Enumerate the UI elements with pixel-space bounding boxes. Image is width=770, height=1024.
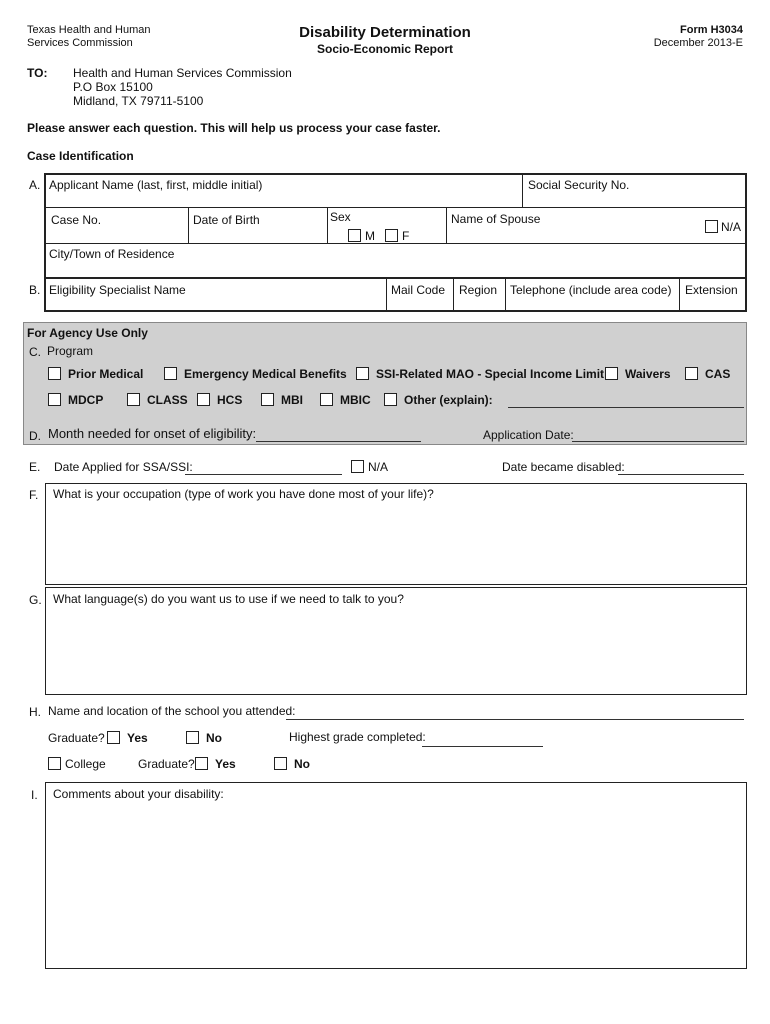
address-line2: P.O Box 15100 [73, 80, 153, 94]
college-graduate-label: Graduate? [138, 757, 195, 771]
emergency-medical-label: Emergency Medical Benefits [184, 367, 347, 381]
date-disabled-line[interactable] [618, 474, 744, 475]
graduate-label: Graduate? [48, 731, 105, 745]
agency-name-line2: Services Commission [27, 37, 133, 49]
letter-g: G. [29, 593, 42, 607]
applicant-name-field[interactable]: Applicant Name (last, first, middle initial) [49, 178, 263, 192]
highest-grade-label: Highest grade completed: [289, 730, 426, 744]
sex-f-label: F [402, 229, 410, 243]
form-title: Disability Determination [299, 24, 471, 41]
case-no-field[interactable]: Case No. [51, 213, 102, 227]
college-graduate-yes-checkbox[interactable] [195, 757, 208, 770]
college-graduate-yes-label: Yes [215, 757, 236, 771]
mbi-checkbox[interactable] [261, 393, 274, 406]
hcs-checkbox[interactable] [197, 393, 210, 406]
letter-c: C. [29, 345, 41, 359]
highest-grade-line[interactable] [422, 746, 543, 747]
waivers-label: Waivers [625, 367, 671, 381]
prior-medical-label: Prior Medical [68, 367, 144, 381]
mbi-label: MBI [281, 393, 303, 407]
form-date: December 2013-E [653, 37, 743, 49]
letter-h: H. [29, 705, 41, 719]
cas-label: CAS [705, 367, 731, 381]
telephone-field[interactable]: Telephone (include area code) [510, 283, 672, 297]
graduate-yes-label: Yes [127, 731, 148, 745]
ssn-field[interactable]: Social Security No. [528, 178, 630, 192]
sex-label: Sex [330, 210, 351, 224]
city-field[interactable]: City/Town of Residence [49, 247, 175, 261]
col-divider [386, 279, 387, 312]
school-line[interactable] [286, 719, 744, 720]
hcs-label: HCS [217, 393, 243, 407]
col-divider [446, 207, 447, 243]
mbic-label: MBIC [340, 393, 371, 407]
college-graduate-no-label: No [294, 757, 310, 771]
col-divider [522, 173, 523, 207]
other-explain-line[interactable] [508, 407, 744, 408]
sex-m-checkbox[interactable] [348, 229, 361, 242]
graduate-yes-checkbox[interactable] [107, 731, 120, 744]
dob-field[interactable]: Date of Birth [193, 213, 260, 227]
cas-checkbox[interactable] [685, 367, 698, 380]
occupation-question: What is your occupation (type of work you have done most of your life)? [53, 487, 434, 501]
spouse-name-field[interactable]: Name of Spouse [451, 212, 541, 226]
college-checkbox[interactable] [48, 757, 61, 770]
col-divider [453, 279, 454, 312]
letter-f: F. [29, 488, 39, 502]
prior-medical-checkbox[interactable] [48, 367, 61, 380]
other-checkbox[interactable] [384, 393, 397, 406]
letter-a: A. [29, 178, 41, 192]
date-applied-label: Date Applied for SSA/SSI: [54, 460, 193, 474]
college-graduate-no-checkbox[interactable] [274, 757, 287, 770]
ssi-related-mao-checkbox[interactable] [356, 367, 369, 380]
sex-f-checkbox[interactable] [385, 229, 398, 242]
col-divider [505, 279, 506, 312]
form-subtitle: Socio-Economic Report [316, 42, 453, 56]
mail-code-field[interactable]: Mail Code [391, 283, 446, 297]
ssi-related-mao-label: SSI-Related MAO - Special Income Limit [376, 367, 605, 381]
region-field[interactable]: Region [459, 283, 498, 297]
row-divider [44, 243, 747, 244]
graduate-no-checkbox[interactable] [186, 731, 199, 744]
mbic-checkbox[interactable] [320, 393, 333, 406]
spouse-na-label: N/A [721, 220, 742, 234]
to-label: TO: [27, 66, 48, 80]
col-divider [188, 207, 189, 243]
date-applied-line[interactable] [185, 474, 342, 475]
comments-textarea[interactable] [45, 782, 747, 969]
other-label: Other (explain): [404, 393, 493, 407]
waivers-checkbox[interactable] [605, 367, 618, 380]
form-number: Form H3034 [680, 24, 743, 36]
emergency-medical-checkbox[interactable] [164, 367, 177, 380]
date-applied-na-label: N/A [368, 460, 389, 474]
class-checkbox[interactable] [127, 393, 140, 406]
address-line1: Health and Human Services Commission [73, 66, 292, 80]
comments-question: Comments about your disability: [53, 787, 224, 801]
application-date-label: Application Date: [483, 428, 574, 442]
address-line3: Midland, TX 79711-5100 [73, 94, 204, 108]
language-question: What language(s) do you want us to use if we need to talk to you? [53, 592, 404, 606]
sex-m-label: M [365, 229, 375, 243]
graduate-no-label: No [206, 731, 222, 745]
mdcp-label: MDCP [68, 393, 104, 407]
col-divider [679, 279, 680, 312]
letter-d: D. [29, 429, 41, 443]
row-divider [44, 207, 747, 208]
month-needed-line[interactable] [256, 441, 421, 442]
date-applied-na-checkbox[interactable] [351, 460, 364, 473]
school-label: Name and location of the school you attended: [48, 704, 296, 718]
application-date-line[interactable] [572, 441, 744, 442]
letter-i: I. [31, 788, 38, 802]
agency-name-line1: Texas Health and Human [27, 24, 151, 36]
letter-b: B. [29, 283, 41, 297]
instructions: Please answer each question. This will help us process your case faster. [27, 121, 441, 135]
agency-use-heading: For Agency Use Only [27, 326, 148, 340]
program-label: Program [47, 344, 94, 358]
college-label: College [65, 757, 106, 771]
extension-field[interactable]: Extension [685, 283, 738, 297]
month-needed-label: Month needed for onset of eligibility: [48, 426, 257, 441]
specialist-name-field[interactable]: Eligibility Specialist Name [49, 283, 186, 297]
mdcp-checkbox[interactable] [48, 393, 61, 406]
spouse-na-checkbox[interactable] [705, 220, 718, 233]
letter-e: E. [29, 460, 41, 474]
case-identification-heading: Case Identification [27, 149, 134, 163]
col-divider [327, 207, 328, 243]
class-label: CLASS [147, 393, 188, 407]
date-disabled-label: Date became disabled: [502, 460, 625, 474]
